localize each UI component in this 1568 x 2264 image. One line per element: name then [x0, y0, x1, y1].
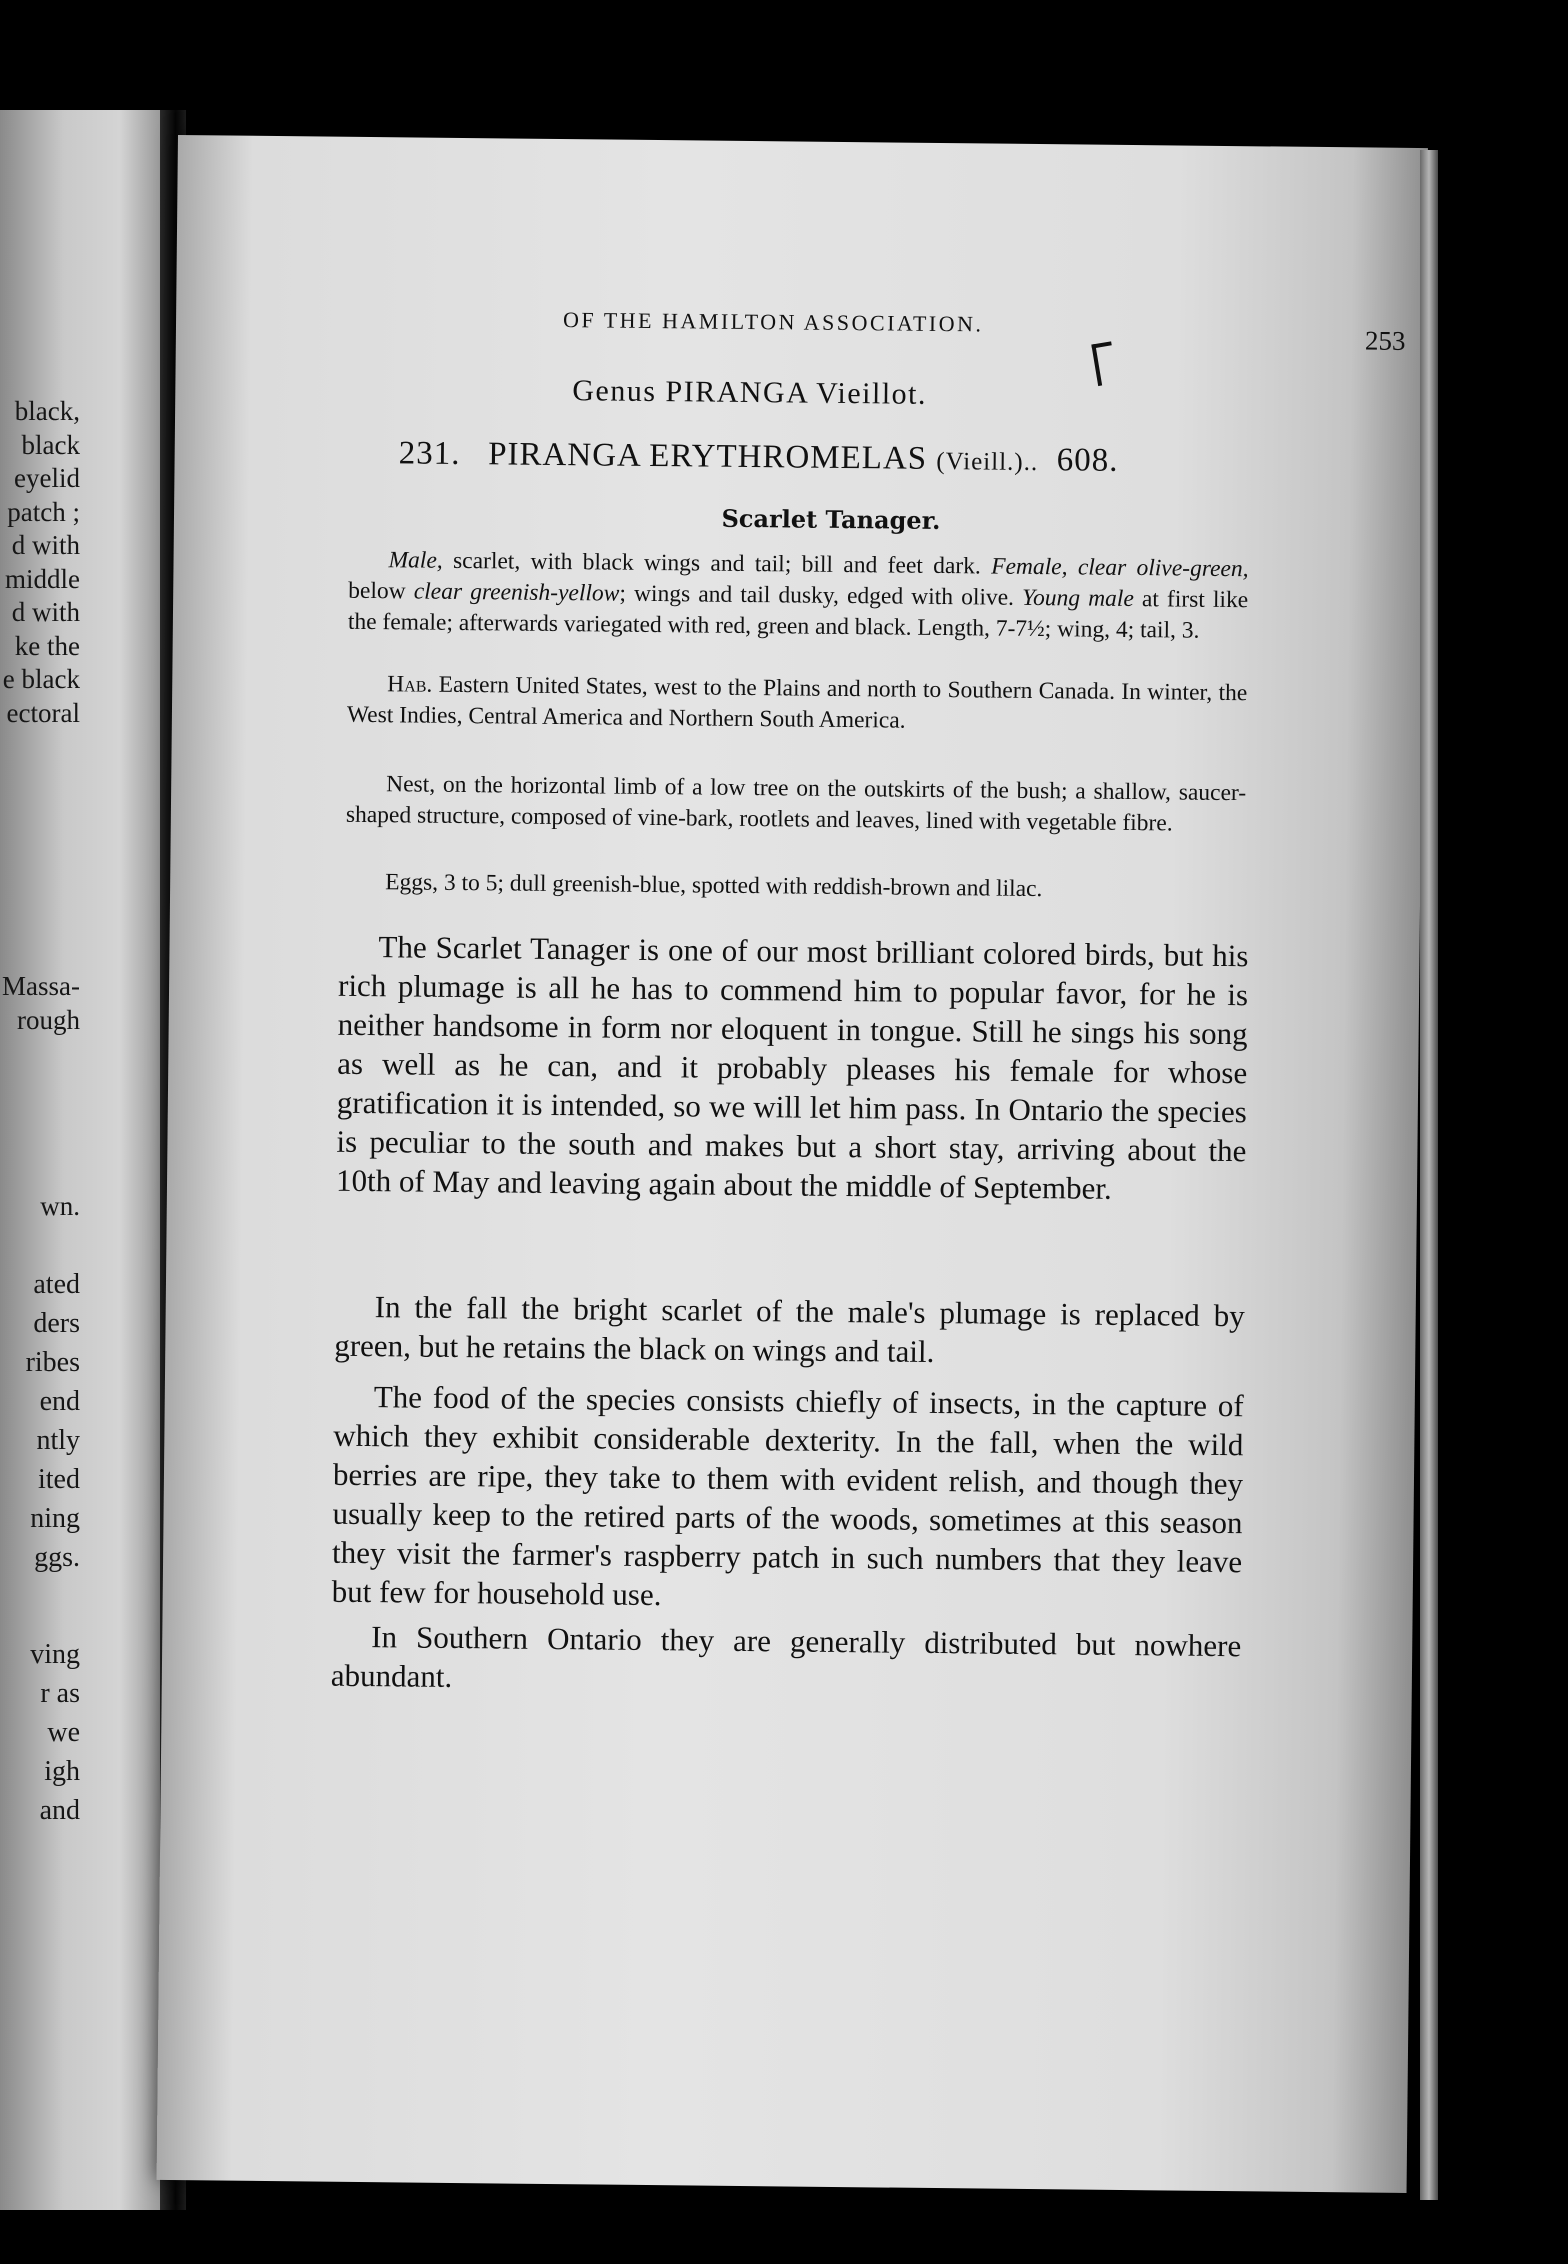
habitat-paragraph: [347, 669, 1248, 740]
left-page-line: r as: [40, 1678, 80, 1709]
species-name: PIRANGA ERYTHROMELAS: [487, 436, 928, 477]
left-page-fragment: [0, 110, 160, 2210]
body-paragraph-1: The Scarlet Tanager is one of our most brilliant colored birds, but his rich plumage is all he has to commend him to popular favor, for he is neither handsome in form nor eloquent in tongue. Still he sings his song as well as he can, and it probably pleases his female for whose gratification it is intended, so we will let him pass. In Ontario the species is peculiar to the south and makes but a short stay, arriving about the 10th of May and leaving again about the middle of September.: [335, 929, 1249, 1206]
eggs-paragraph: Eggs, 3 to 5; dull greenish-blue, spotted with reddish-brown and lilac.: [385, 869, 1043, 903]
left-text-block-5: [0, 1635, 160, 1830]
left-page-line: ggs.: [34, 1542, 80, 1573]
left-text-block-1: [0, 395, 160, 730]
female-color-c: clear greenish-yellow: [413, 578, 620, 607]
species-code: 608.: [1056, 442, 1119, 479]
male-label: Male,: [388, 547, 443, 574]
left-page-line: d with: [11, 530, 80, 560]
left-page-line: ke the: [14, 630, 80, 661]
left-page-line: patch ;: [7, 496, 80, 527]
left-page-line: we: [47, 1717, 80, 1748]
species-heading: [398, 435, 1118, 480]
left-page-line: ectoral: [6, 697, 80, 728]
body-paragraph-4: In Southern Ontario they are generally distributed but nowhere abundant.: [330, 1619, 1242, 1694]
female-text-d: ; wings and tail dusky, edged with olive.: [619, 580, 1015, 611]
left-page-line: rough: [17, 1004, 80, 1035]
species-authority: (Vieill.)..: [936, 447, 1039, 477]
page-edge: [1420, 150, 1438, 2200]
left-page-line: ated: [33, 1269, 80, 1300]
left-page-line: Massa-: [2, 971, 80, 1001]
left-page-line: igh: [44, 1756, 80, 1787]
species-number: 231.: [398, 435, 461, 472]
left-text-block-3: [0, 1190, 160, 1224]
left-page-line: d with: [11, 597, 80, 627]
genus-heading: Genus PIRANGA Vieillot.: [572, 374, 928, 411]
young-male-label: Young male: [1021, 584, 1134, 613]
description-paragraph: [348, 545, 1249, 647]
habitat-text: Eastern United States, west to the Plains and north to Southern Canada. In winter, the West Indies, Central America and Northern South America.: [346, 671, 1248, 734]
left-page-line: ntly: [36, 1425, 80, 1456]
left-page-line: black,: [14, 396, 80, 426]
left-page-line: and: [39, 1795, 80, 1826]
page-number: 253: [1364, 325, 1406, 356]
left-page-line: ders: [33, 1308, 80, 1339]
male-text: scarlet, with black wings and tail; bill and feet dark.: [452, 547, 981, 580]
left-page-line: end: [39, 1386, 80, 1417]
left-page-line: middle: [5, 563, 80, 594]
female-text-b: below: [348, 577, 406, 605]
page-content: [255, 136, 1406, 1694]
left-page-line: eyelid: [14, 463, 80, 493]
body-paragraph-2: In the fall the bright scarlet of the male's plumage is replaced by green, but he retains the black on wings and tail.: [334, 1289, 1245, 1369]
female-label: Female,: [991, 553, 1068, 581]
young-male-text: at first like the female; afterwards variegated with red, green and black. Length, 7-7½; wing, 4; tail, 3.: [347, 586, 1249, 644]
left-page-line: ribes: [25, 1347, 80, 1378]
left-page-line: e black: [2, 664, 80, 694]
habitat-label: Hab.: [387, 671, 433, 698]
left-page-line: ited: [38, 1464, 80, 1495]
left-page-line: ving: [30, 1639, 80, 1670]
left-page-line: wn.: [40, 1191, 80, 1221]
left-page-line: black: [21, 429, 80, 460]
running-head: OF THE HAMILTON ASSOCIATION.: [562, 307, 984, 337]
book-page: [157, 135, 1428, 2193]
pencil-mark: [1091, 341, 1118, 386]
female-color-a: clear olive-green,: [1077, 554, 1249, 583]
body-paragraph-3: The food of the species consists chiefly of insects, in the capture of which they exhibit considerable dexterity. In the fall, when the wild berries are ripe, they take to them with evident relish, and though they usually keep to the retired parts of the woods, sometimes at this season they visit the farmer's raspberry patch in such numbers that they leave but few for household use.: [331, 1379, 1244, 1613]
left-text-block-2: [0, 970, 160, 1037]
common-name-heading: Scarlet Tanager.: [721, 503, 941, 536]
nest-paragraph: Nest, on the horizontal limb of a low tree on the outskirts of the bush; a shallow, saucer-shaped structure, composed of vine-bark, rootlets and leaves, lined with vegetable fibre.: [345, 771, 1247, 837]
left-text-block-4: [0, 1265, 160, 1577]
left-page-line: ning: [30, 1503, 80, 1534]
